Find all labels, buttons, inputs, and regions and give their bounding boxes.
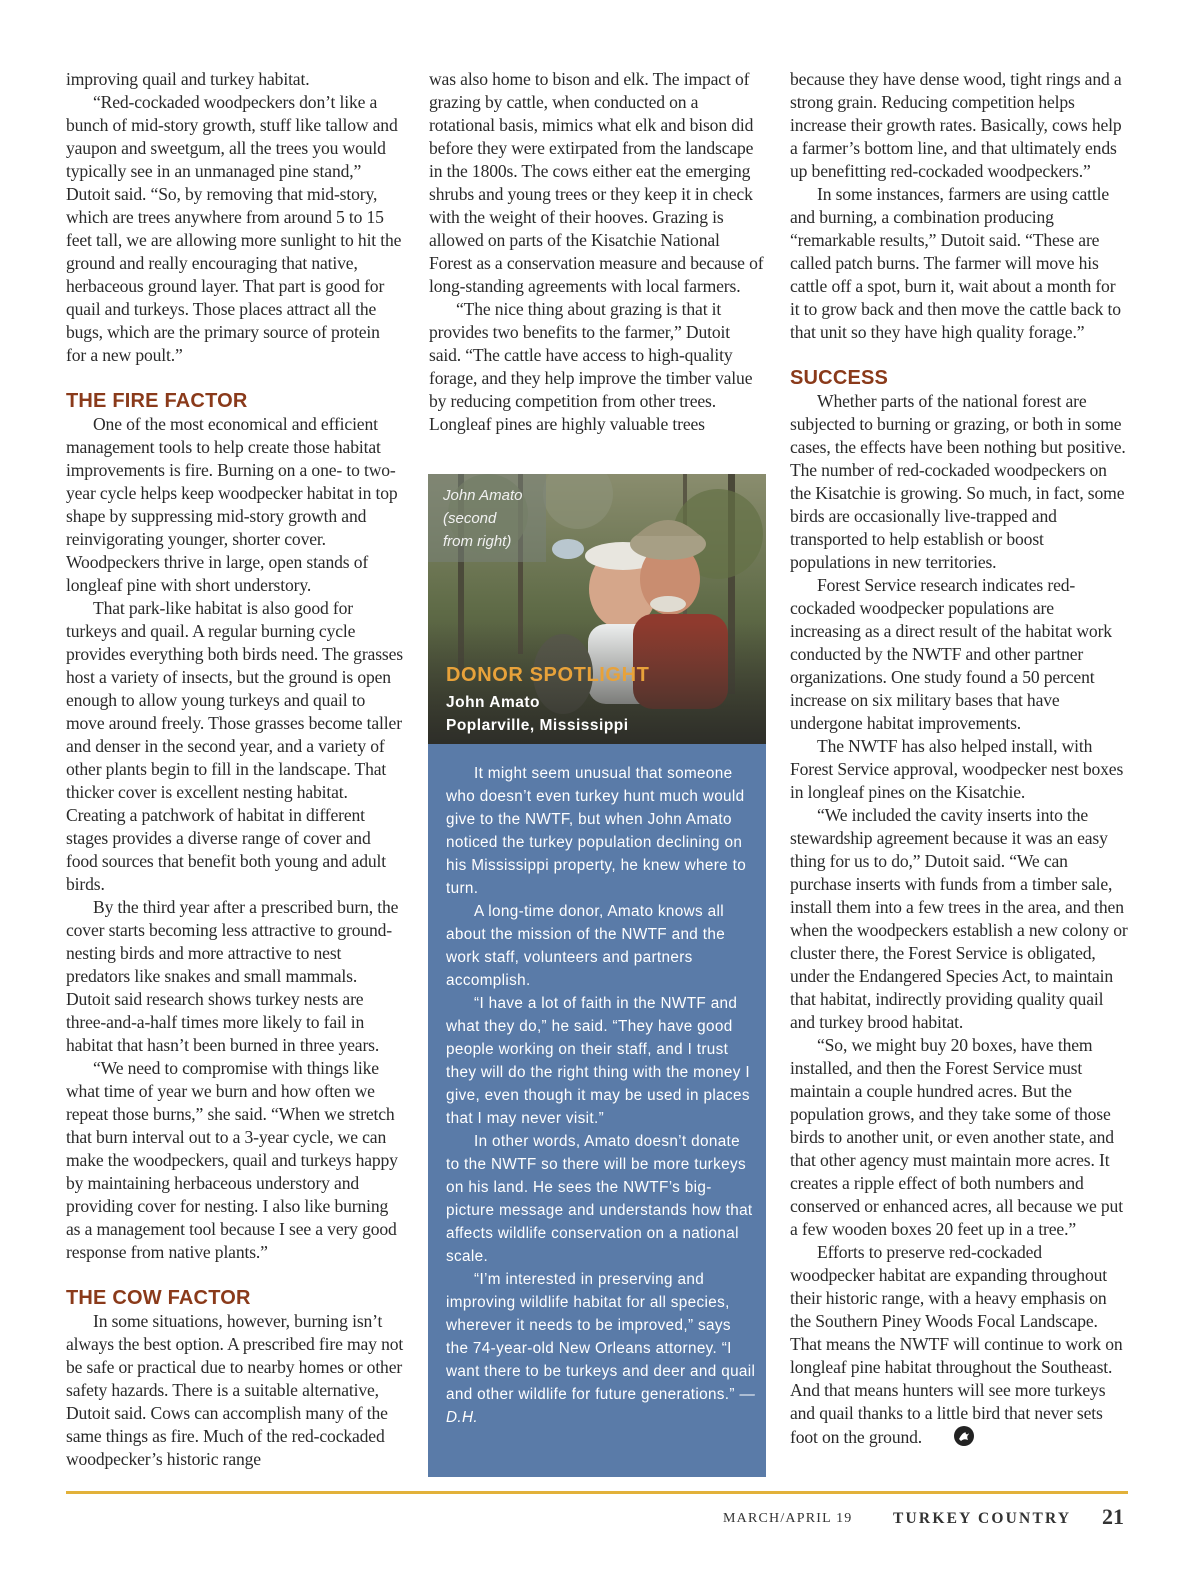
- section-heading-cow-factor: THE COW FACTOR: [66, 1287, 251, 1309]
- donor-spotlight-sidebar: [428, 474, 766, 1477]
- paragraph: “Red-cockaded woodpeckers don’t like a bunch of mid-story growth, stuff like tallow and yaupon and sweetgum, all the trees you would typically see in an unmanaged pine stand,” Dutoit said. “So, by removing that mid-story, which are trees anywhere from around 5 to 15 feet tall, we are allowing more sunlight to hit the ground and really encouraging that native, herbaceous ground layer. That part is good for quail and turkeys. Those places attract all the bugs, which are the primary source of protein for a new poult.”: [66, 92, 402, 365]
- sidebar-paragraph: [446, 1268, 756, 1429]
- sidebar-paragraph: “I have a lot of faith in the NWTF and what they do,” he said. “They have good people working on their staff, and I trust they will do the right thing with the money I give, even though it may be used in places that I may never visit.”: [446, 995, 750, 1127]
- paragraph: One of the most economical and efficient management tools to help create those habitat improvements is fire. Burning on a one- to two-year cycle helps keep woodpecker habitat in top shape by suppressing mid-story growth and reinvigorating younger, shorter cover. Woodpeckers thrive in large, open stands of longleaf pine with short understory.: [66, 414, 398, 595]
- caption-line: (second: [443, 510, 497, 527]
- sidebar-paragraph: In other words, Amato doesn’t donate to the NWTF so there will be more turkeys on his land. He sees the NWTF’s big-picture message and understands how that affects wildlife conservation on a national scale.: [446, 1133, 753, 1265]
- paragraph: By the third year after a prescribed burn, the cover starts becoming less attractive to ground-nesting birds and more attractive to nest predators like snakes and small mammals. Dutoit said research shows turkey nests are three-and-a-half times more likely to fail in habitat that hasn’t been burned in three years.: [66, 897, 399, 1055]
- paragraph: Whether parts of the national forest are subjected to burning or grazing, or both in some cases, the effects have been nothing but positive. The number of red-cockaded woodpeckers on the Kisatchie is growing. So much, in fact, some birds are occasionally live-trapped and transported to help establish or boost populations in new territories.: [790, 391, 1126, 572]
- donor-name: John Amato: [446, 694, 540, 711]
- paragraph: In some situations, however, burning isn’t always the best option. A prescribed fire may not be safe or practical due to nearby homes or other safety hazards. There is a suitable alternative, Dutoit said. Cows can accomplish many of the same things as fire. Much of the red-cockaded woodpecker’s historic range: [66, 1311, 404, 1469]
- paragraph: In some instances, farmers are using cattle and burning, a combination producing “remarkable results,” Dutoit said. “These are called patch burns. The farmer will move his cattle off a spot, burn it, wait about a month for it to grow back and then move the cattle back to that unit so they have high quality forage.”: [790, 184, 1121, 342]
- sidebar-quote: “I’m interested in preserving and improving wildlife habitat for all species, wherever it needs to be improved,” says the 74-year-old New Orleans attorney. “I want there to be turkeys and deer and quail and other wildlife for future generations.”: [446, 1271, 756, 1403]
- caption-line: from right): [443, 533, 512, 550]
- magazine-title: TURKEY COUNTRY: [893, 1510, 1072, 1527]
- paragraph: The NWTF has also helped install, with Forest Service approval, woodpecker nest boxes in longleaf pines on the Kisatchie.: [790, 736, 1124, 802]
- article-column-3: [790, 68, 1128, 1453]
- paragraph: Forest Service research indicates red-cockaded woodpecker populations are increasing as a direct result of the habitat work conducted by the NWTF and other partner organizations. One study found a 50 percent increase on six military bases that have undergone habitat improvements.: [790, 575, 1112, 733]
- issue-date: MARCH/APRIL 19: [723, 1511, 853, 1526]
- paragraph: “We included the cavity inserts into the stewardship agreement because it was an easy thing for us to do,” Dutoit said. “We can purchase inserts with funds from a timber sale, install them into a few trees in the area, and then when the woodpeckers establish a new colony or cluster there, the Forest Service is obligated, under the Endangered Species Act, to maintain that habitat, indirectly providing quality quail and turkey brood habitat.: [790, 805, 1128, 1032]
- donor-location: Poplarville, Mississippi: [446, 717, 629, 734]
- footer-rule: [66, 1491, 1128, 1494]
- section-heading-fire-factor: THE FIRE FACTOR: [66, 390, 248, 412]
- sidebar-body: [446, 762, 756, 1429]
- article-column-1: [66, 68, 404, 1471]
- article-column-2: [429, 68, 766, 436]
- paragraph: because they have dense wood, tight rings and a strong grain. Reducing competition helps increase their growth rates. Basically, cows help a farmer’s bottom line, and that ultimately ends up benefitting red-cockaded woodpeckers.”: [790, 69, 1122, 181]
- turkey-icon: [926, 1425, 975, 1453]
- donor-photo: [428, 474, 766, 744]
- paragraph: “We need to compromise with things like what time of year we burn and how often we repeat those burns,” she said. “When we stretch that burn interval out to a 3-year cycle, we can make the woodpeckers, quail and turkeys happy by maintaining herbaceous understory and providing cover for nesting. I also like burning as a management tool because I see a very good response from native plants.”: [66, 1058, 398, 1262]
- photo-caption: [443, 484, 553, 553]
- section-heading-success: SUCCESS: [790, 367, 889, 389]
- sidebar-paragraph: A long-time donor, Amato knows all about the mission of the NWTF and the work staff, volunteers and partners accomplish.: [446, 903, 726, 989]
- caption-line: John Amato: [443, 487, 523, 504]
- spotlight-title: DONOR SPOTLIGHT: [446, 664, 650, 686]
- page-number: 21: [1102, 1504, 1124, 1529]
- paragraph: improving quail and turkey habitat.: [66, 69, 310, 89]
- paragraph: [790, 1241, 1128, 1453]
- author-signature: — D.H.: [446, 1386, 756, 1426]
- closing-text: Efforts to preserve red-cockaded woodpecker habitat are expanding throughout their historic range, with a heavy emphasis on the Southern Piney Woods Focal Landscape. That means the NWTF will continue to work on longleaf pine habitat throughout the Southeast. And that means hunters will see more turkeys and quail thanks to a little bird that never sets foot on the ground.: [790, 1242, 1123, 1447]
- paragraph: was also home to bison and elk. The impact of grazing by cattle, when conducted on a rotational basis, mimics what elk and bison did before they were extirpated from the landscape in the 1800s. The cows either eat the emerging shrubs and young trees or they keep it in check with the weight of their hooves. Grazing is allowed on parts of the Kisatchie National Forest as a conservation measure and because of long-standing agreements with local farmers.: [429, 69, 764, 296]
- paragraph: “The nice thing about grazing is that it provides two benefits to the farmer,” Dutoit said. “The cattle have access to high-quality forage, and they help improve the timber value by reducing competition from other trees. Longleaf pines are highly valuable trees: [429, 299, 753, 434]
- paragraph: That park-like habitat is also good for turkeys and quail. A regular burning cycle provides everything both birds need. The grasses host a variety of insects, but the ground is open enough to allow young turkeys and quail to move around freely. Those grasses become taller and denser in the second year, and a variety of other plants begin to fill in the landscape. That thicker cover is excellent nesting habitat. Creating a patchwork of habitat in different stages provides a diverse range of cover and food sources that benefit both young and adult birds.: [66, 598, 403, 894]
- sidebar-paragraph: It might seem unusual that someone who doesn’t even turkey hunt much would give to the NWTF, but when John Amato noticed the turkey population declining on his Mississippi property, he knew where to turn.: [446, 765, 747, 897]
- paragraph: “So, we might buy 20 boxes, have them installed, and then the Forest Service must maintain a couple hundred acres. But the population grows, and they take some of those birds to another unit, or even another state, and that other agency must maintain more acres. It creates a ripple effect of both numbers and conserved or enhanced acres, all because we put a few wooden boxes 20 feet up in a tree.”: [790, 1035, 1123, 1239]
